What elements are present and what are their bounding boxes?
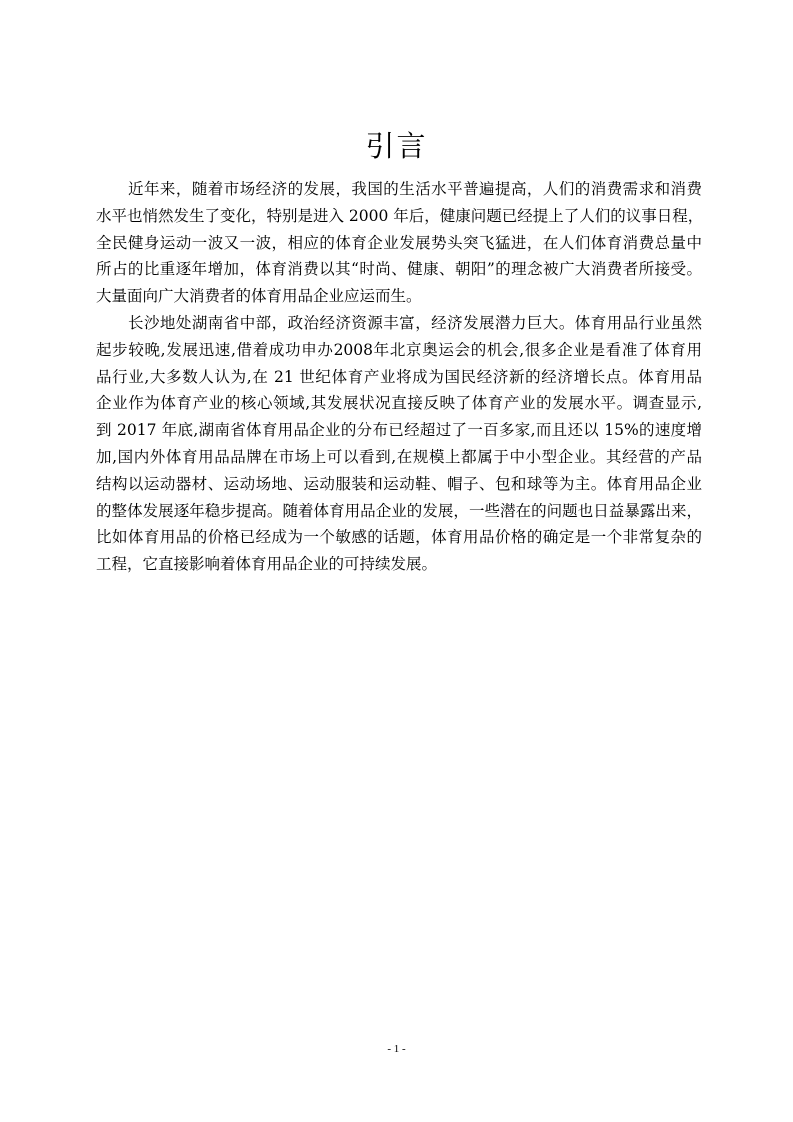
paragraph-line: 水平也悄然发生了变化，特别是进入 2000 年后，健康问题已经提上了人们的议事日程，	[96, 206, 704, 225]
paragraph-line: 的整体发展逐年稳步提高。随着体育用品企业的发展，一些潜在的问题也日益暴露出来，	[96, 501, 702, 520]
paragraph-line: 全民健身运动一波又一波，相应的体育企业发展势头突飞猛进，在人们体育消费总量中	[96, 233, 702, 252]
paragraph-line: 工程，它直接影响着体育用品企业的可持续发展。	[96, 555, 438, 574]
paragraph-line: 企业作为体育产业的核心领域,其发展状况直接反映了体育产业的发展水平。调查显示,	[96, 394, 702, 413]
paragraph-line: 加,国内外体育用品品牌在市场上可以看到,在规模上都属于中小型企业。其经营的产品	[96, 447, 702, 466]
paragraph-line: 到 2017 年底,湖南省体育用品企业的分布已经超过了一百多家,而且还以 15%的速度增	[96, 421, 702, 440]
paragraph-line: 长沙地处湖南省中部，政治经济资源丰富，经济发展潜力巨大。体育用品行业虽然	[128, 313, 702, 332]
paragraph-line: 品行业,大多数人认为,在 21 世纪体育产业将成为国民经济新的经济增长点。体育用品	[96, 367, 702, 386]
paragraph-1	[96, 176, 702, 310]
document-body	[96, 176, 702, 578]
paragraph-line: 结构以运动器材、运动场地、运动服装和运动鞋、帽子、包和球等为主。体育用品企业	[96, 474, 702, 493]
page-number: - 1 -	[387, 1043, 406, 1055]
paragraph-line: 比如体育用品的价格已经成为一个敏感的话题，体育用品价格的确定是一个非常复杂的	[96, 528, 702, 547]
paragraph-line: 近年来，随着市场经济的发展，我国的生活水平普遍提高，人们的消费需求和消费	[128, 180, 702, 198]
paragraph-2	[96, 310, 702, 578]
paragraph-line: 所占的比重逐年增加，体育消费以其“时尚、健康、朝阳”的理念被广大消费者所接受。	[96, 260, 702, 279]
page-title: 引言	[365, 129, 428, 163]
paragraph-line: 大量面向广大消费者的体育用品企业应运而生。	[96, 287, 422, 306]
paragraph-line: 起步较晚,发展迅速,借着成功申办2008年北京奥运会的机会,很多企业是看准了体育用	[96, 340, 702, 359]
